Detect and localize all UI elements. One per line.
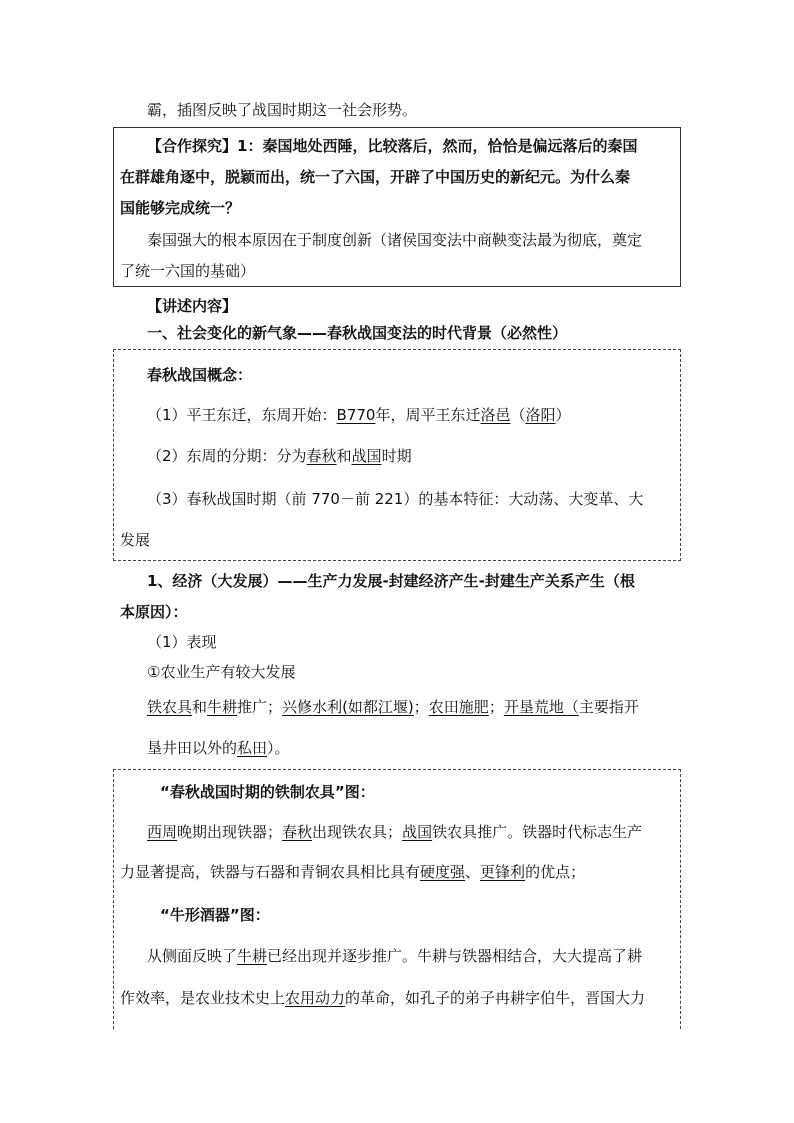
cooperation-answer-line-1: 秦国强大的根本原因在于制度创新（诸侯国变法中商鞅变法最为彻底，奠定 bbox=[147, 231, 643, 249]
economy-sub-2: ①农业生产有较大发展 bbox=[147, 663, 296, 681]
economy-heading-line-1: 1、经济（大发展）——生产力发展-封建经济产生-封建生产关系产生（根 bbox=[147, 572, 635, 590]
answer-blank: 战国 bbox=[351, 447, 382, 465]
answer-blank: В770 bbox=[336, 406, 376, 424]
answer-blank: 农用动力 bbox=[285, 989, 346, 1007]
concept-point-1: （1）平王东迁，东周开始：В770年，周平王东迁洛邑（洛阳） bbox=[147, 406, 571, 424]
answer-blank: 西周 bbox=[147, 823, 178, 841]
answer-blank: 铁农具 bbox=[147, 698, 193, 716]
answer-blank: 战国 bbox=[402, 823, 433, 841]
answer-blank: 农田施肥 bbox=[428, 698, 489, 716]
ox-vessel-title: “牛形酒器”图： bbox=[160, 906, 270, 924]
concept-point-2: （2）东周的分期：分为春秋和战国时期 bbox=[147, 447, 412, 465]
cooperation-question-line-2: 在群雄角逐中，脱颖而出，统一了六国，开辟了中国历史的新纪元。为什么秦 bbox=[120, 168, 631, 186]
intro-line: 霸，插图反映了战国时期这一社会形势。 bbox=[147, 101, 418, 119]
answer-blank: 洛阳 bbox=[525, 406, 556, 424]
answer-blank: 牛耕 bbox=[207, 698, 238, 716]
answer-blank: 更锋利 bbox=[480, 863, 526, 881]
answer-blank: 私田 bbox=[237, 739, 268, 757]
cooperation-answer-line-2: 了统一六国的基础） bbox=[120, 262, 256, 280]
cooperation-question-line-3: 国能够完成统一？ bbox=[120, 199, 241, 217]
answer-blank: 牛耕 bbox=[237, 947, 268, 965]
section-1-heading: 一、社会变化的新气象——春秋战国变法的时代背景（必然性） bbox=[147, 324, 568, 342]
ox-vessel-line-2: 作效率，是农业技术史上农用动力的革命，如孔子的弟子冉耕字伯牛，晋国大力 bbox=[120, 989, 646, 1007]
answer-blank: 春秋 bbox=[282, 823, 313, 841]
economy-detail-line-2: 垦井田以外的私田）。 bbox=[147, 739, 290, 757]
concept-point-3-line-1: （3）春秋战国时期（前 770－前 221）的基本特征：大动荡、大变革、大 bbox=[147, 490, 644, 508]
economy-heading-line-2: 本原因）： bbox=[120, 603, 188, 621]
answer-blank: 洛邑 bbox=[480, 406, 511, 424]
concept-point-3-line-2: 发展 bbox=[120, 531, 151, 549]
ox-vessel-line-1: 从侧面反映了牛耕已经出现并逐步推广。牛耕与铁器相结合，大大提高了耕 bbox=[147, 947, 643, 965]
answer-blank: 开垦荒地（ bbox=[503, 698, 579, 716]
concept-title: 春秋战国概念： bbox=[147, 366, 253, 384]
iron-tools-line-1: 西周晚期出现铁器；春秋出现铁农具；战国铁农具推广。铁器时代标志生产 bbox=[147, 823, 643, 841]
cooperation-tag: 【合作探究】 bbox=[147, 137, 238, 155]
iron-tools-line-2: 力显著提高，铁器与石器和青铜农具相比具有硬度强、更锋利的优点； bbox=[120, 863, 586, 881]
answer-blank: 硬度强 bbox=[420, 863, 466, 881]
answer-blank: 兴修水利(如都江堰) bbox=[282, 698, 414, 716]
lecture-heading: 【讲述内容】 bbox=[147, 297, 238, 315]
cooperation-question-line-1: 【合作探究】1：秦国地处西陲，比较落后，然而，恰恰是偏远落后的秦国 bbox=[147, 137, 638, 155]
economy-sub-1: （1）表现 bbox=[147, 633, 217, 651]
iron-tools-title: “春秋战国时期的铁制农具”图： bbox=[160, 783, 375, 801]
answer-blank: 春秋 bbox=[306, 447, 337, 465]
economy-detail-line-1: 铁农具和牛耕推广；兴修水利(如都江堰)；农田施肥；开垦荒地（主要指开 bbox=[147, 698, 639, 716]
